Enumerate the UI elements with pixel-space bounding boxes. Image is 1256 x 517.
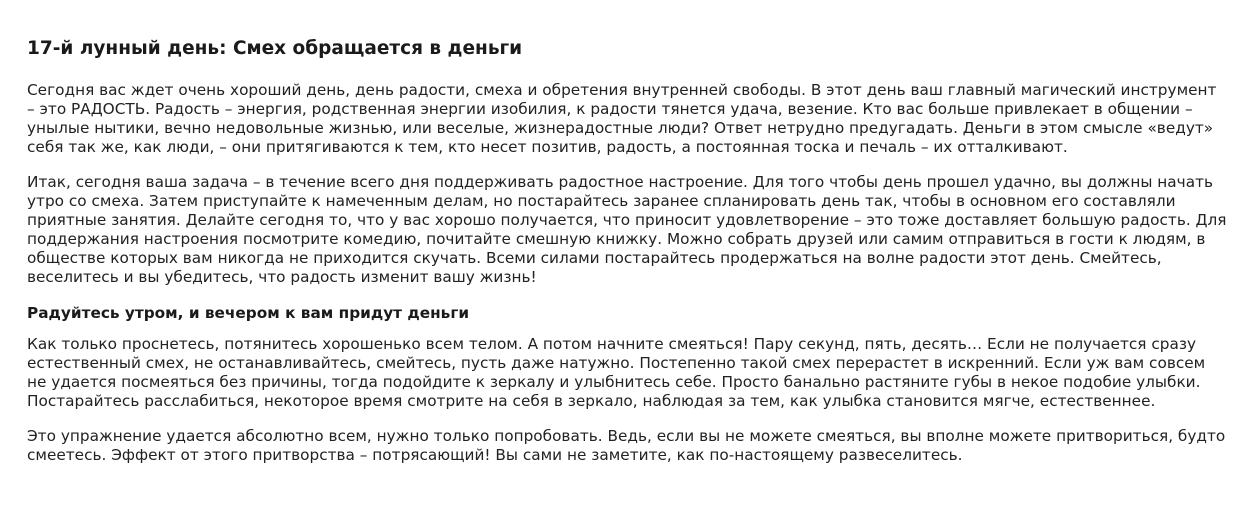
task-paragraph: Итак, сегодня ваша задача – в течение всего дня поддерживать радостное настроение. Для того чтобы день прошел удачно, вы должны начать утро со смеха. Затем приступайте к намеченным делам, но постарайтесь заранее спланировать день так, чтобы в основном его составляли приятные занятия. Делайте сегодня то, что у вас хорошо получается, что приносит удовлетворение – это тоже доставляет большую радость. Для поддержания настроения посмотрите комедию, почитайте смешную книжку. Можно собрать друзей или самим отправиться в гости к людям, в обществе которых вам никогда не приходится скучать. Всеми силами постарайтесь продержаться на волне радости этот день. Смейтесь, веселитесь и вы убедитесь, что радость изменит вашу жизнь! [27, 173, 1227, 286]
page-title: 17-й лунный день: Смех обращается в деньги [27, 38, 523, 59]
morning-paragraph: Как только проснетесь, потянитесь хорошенько всем телом. А потом начните смеяться! Пару секунд, пять, десять… Если не получается сразу естественный смех, не останавливайтесь, смейтесь, пусть даже натужно. Постепенно такой смех перерастет в искренний. Если уж вам совсем не удается посмеяться без причины, тогда подойдите к зеркалу и улыбнитесь себе. Просто банально растяните губы в некое подобие улыбки. Постарайтесь расслабиться, некоторое время смотрите на себя в зеркало, наблюдая за тем, как улыбка становится мягче, естественнее. [27, 335, 1206, 410]
section-heading: Радуйтесь утром, и вечером к вам придут деньги [27, 304, 470, 322]
intro-paragraph: Сегодня вас ждет очень хороший день, день радости, смеха и обретения внутренней свободы. В этот день ваш главный магический инструмент – это РАДОСТЬ. Радость – энергия, родственная энергии изобилия, к радости тянется удача, везение. Кто вас больше привлекает в общении – унылые нытики, вечно недовольные жизнью, или веселые, жизнерадостные люди? Ответ нетрудно предугадать. Деньги в этом смысле «ведут» себя так же, как люди, – они притягиваются к тем, кто несет позитив, радость, а постоянная тоска и печаль – их отталкивают. [27, 81, 1217, 156]
article [27, 37, 1227, 465]
exercise-paragraph: Это упражнение удается абсолютно всем, нужно только попробовать. Ведь, если вы не можете смеяться, вы вполне можете притвориться, будто смеетесь. Эффект от этого притворства – потрясающий! Вы сами не заметите, как по-настоящему развеселитесь. [27, 427, 1226, 464]
